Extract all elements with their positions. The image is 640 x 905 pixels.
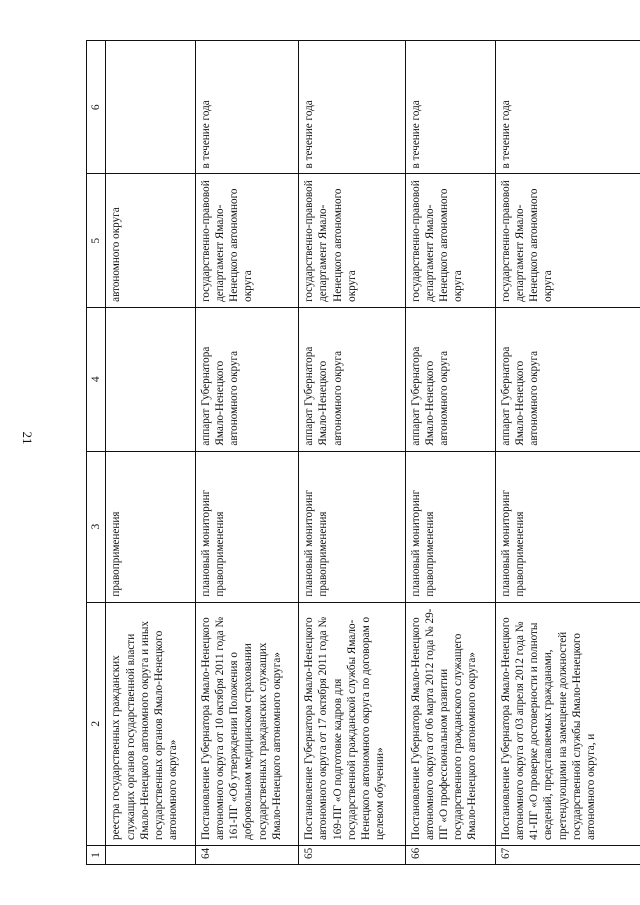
co-executor-cell: государственно-правовой департамент Ямало-Ненецкого автономного округа <box>405 174 495 307</box>
co-executor-cell: государственно-правовой департамент Ямало-Ненецкого автономного округа <box>495 174 640 307</box>
type-cell: плановый мониторинг правоприменения <box>299 451 405 602</box>
table-row <box>495 41 640 865</box>
co-executor-cell: государственно-правовой департамент Ямало-Ненецкого автономного округа <box>195 174 298 307</box>
table-row <box>106 41 195 865</box>
document-cell: Постановление Губернатора Ямало-Ненецкого автономного округа от 17 октября 2011 года № 169-ПГ «О подготовке кадров для государственной гражданской службы Ямало-Ненецкого автономного округа по договорам о целевом обучении» <box>299 602 405 845</box>
executor-cell <box>106 307 195 451</box>
co-executor-cell: государственно-правовой департамент Ямало-Ненецкого автономного округа <box>299 174 405 307</box>
row-number: 67 <box>495 845 640 864</box>
row-number: 64 <box>195 845 298 864</box>
document-cell: Постановление Губернатора Ямало-Ненецкого автономного округа от 06 марта 2012 года № 29-ПГ «О профессиональном развитии государственного гражданского служащего Ямало-Ненецкого автономного округа» <box>405 602 495 845</box>
type-cell: плановый мониторинг правоприменения <box>405 451 495 602</box>
table-row <box>405 41 495 865</box>
table-row <box>195 41 298 865</box>
document-cell: реестра государственных гражданских служащих органов государственной власти Ямало-Ненецкого автономного округа и иных государственных органов Ямало-Ненецкого автономного округа» <box>106 602 195 845</box>
column-header: 5 <box>87 174 106 307</box>
executor-cell: аппарат Губернатора Ямало-Ненецкого автономного округа <box>195 307 298 451</box>
column-header: 3 <box>87 451 106 602</box>
row-number <box>106 845 195 864</box>
row-number: 66 <box>405 845 495 864</box>
page-number: 21 <box>20 431 35 445</box>
co-executor-cell: автономного округа <box>106 174 195 307</box>
term-cell: в течение года <box>299 41 405 174</box>
table-row <box>299 41 405 865</box>
term-cell: в течение года <box>405 41 495 174</box>
term-cell: в течение года <box>195 41 298 174</box>
column-header: 2 <box>87 602 106 845</box>
type-cell: правоприменения <box>106 451 195 602</box>
executor-cell: аппарат Губернатора Ямало-Ненецкого автономного округа <box>299 307 405 451</box>
type-cell: плановый мониторинг правоприменения <box>195 451 298 602</box>
column-header: 6 <box>87 41 106 174</box>
term-cell: в течение года <box>495 41 640 174</box>
monitoring-plan-table <box>86 40 640 865</box>
document-cell: Постановление Губернатора Ямало-Ненецкого автономного округа от 10 октября 2011 года № 161-ПГ «Об утверждении Положения о добровольном медицинском страховании государственных гражданских служащих Ямало-Ненецкого автономного округа» <box>195 602 298 845</box>
row-number: 65 <box>299 845 405 864</box>
document-cell: Постановление Губернатора Ямало-Ненецкого автономного округа от 03 апреля 2012 года № 41-ПГ «О проверке достоверности и полноты сведений, представляемых гражданами, претендующими на замещение должностей государственной службы Ямало-Ненецкого автономного округа, и <box>495 602 640 845</box>
rotated-page-content <box>86 40 640 865</box>
executor-cell: аппарат Губернатора Ямало-Ненецкого автономного округа <box>495 307 640 451</box>
executor-cell: аппарат Губернатора Ямало-Ненецкого автономного округа <box>405 307 495 451</box>
type-cell: плановый мониторинг правоприменения <box>495 451 640 602</box>
table-header-row <box>87 41 106 865</box>
column-header: 1 <box>87 845 106 864</box>
column-header: 4 <box>87 307 106 451</box>
term-cell <box>106 41 195 174</box>
